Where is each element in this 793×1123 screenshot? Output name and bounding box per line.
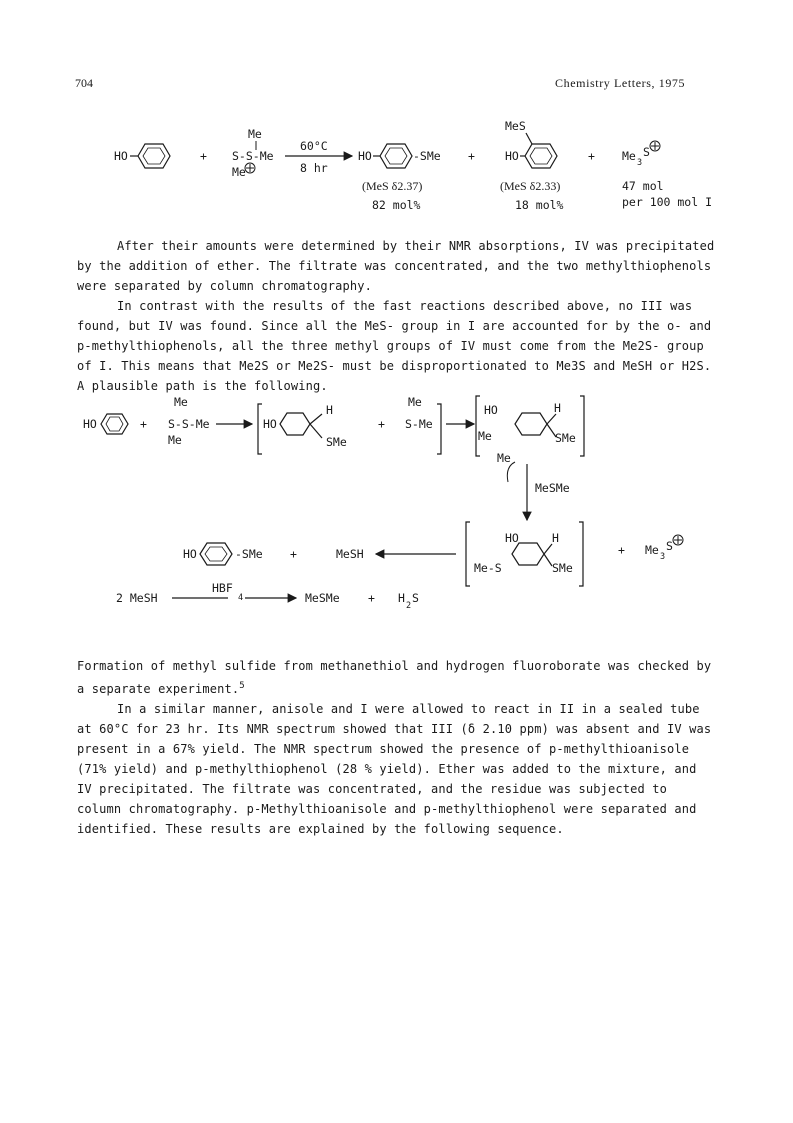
hydrogen-sulfide-subscript: 2 (406, 601, 412, 611)
intermediate2-sme: SMe (555, 431, 576, 445)
product3-amount: 47 mol (622, 179, 664, 193)
methylsulfide: S-Me (405, 417, 433, 431)
methylsulfide-me: Me (408, 395, 422, 409)
catalyst-subscript: 4 (238, 593, 244, 603)
plus-sign: + (290, 547, 297, 561)
plus-sign: + (200, 149, 207, 163)
sulfonium-core: S-S-Me (168, 417, 210, 431)
intermediate-h: H (326, 403, 333, 417)
cyclohexadienyl-ring-icon (280, 413, 322, 438)
benzene-ring-icon (520, 144, 557, 168)
product3-me: Me (622, 149, 636, 163)
benzene-ring-icon (200, 543, 232, 565)
product1-yield: 82 mol% (372, 198, 421, 212)
product1-sme: -SMe (413, 149, 441, 163)
plus-sign: + (468, 149, 475, 163)
intermediate2-ho: HO (484, 403, 498, 417)
trimethylsulfonium-s: S (666, 539, 673, 553)
cyclohexadienyl-ring-icon (515, 413, 556, 437)
product3-note: per 100 mol I (622, 195, 713, 209)
sulfonium-me-top: Me (174, 395, 188, 409)
product-ho: HO (183, 547, 197, 561)
reaction-time: 8 hr (300, 161, 328, 175)
trimethylsulfonium-subscript: 3 (660, 552, 666, 562)
methanethiol-reactant: 2 MeSH (116, 591, 158, 605)
intermediate3-ho: HO (505, 531, 519, 545)
paragraph-1: After their amounts were determined by their NMR absorptions, IV was precipitated by the addition of ether. The filtrate was concentrated, and the two methylthiophenols were separated by column chromatography. (77, 239, 715, 293)
hydrogen-sulfide-s: S (412, 591, 419, 605)
sulfonium-me-bottom: Me (168, 433, 182, 447)
product2-mes: MeS (505, 119, 526, 133)
sulfonium-me-bottom: Me (232, 165, 246, 179)
body-text-block-2 (77, 656, 717, 839)
product-sme: -SMe (235, 547, 263, 561)
reaction-temperature: 60°C (300, 139, 328, 153)
curly-arrow-icon (507, 462, 515, 482)
body-text-block-1 (77, 236, 717, 396)
methanethiol: MeSH (336, 547, 364, 561)
product2-nmr: (MeS δ2.33) (500, 179, 561, 193)
intermediate3-sme: SMe (552, 561, 573, 575)
product3-s: S (643, 145, 650, 159)
intermediate-sme: SMe (326, 435, 347, 449)
product1-nmr: (MeS δ2.37) (362, 179, 423, 193)
intermediate-ho: HO (263, 417, 277, 431)
plus-sign: + (368, 591, 375, 605)
plus-sign: + (618, 543, 625, 557)
trimethylsulfonium-me: Me (645, 543, 659, 557)
benzene-ring-icon (373, 144, 412, 168)
benzene-ring-icon (101, 414, 128, 434)
reference-5: 5 (239, 681, 245, 691)
product2-yield: 18 mol% (515, 198, 564, 212)
sulfonium-me-top: Me (248, 127, 262, 141)
plus-sign: + (378, 417, 385, 431)
page-number: 704 (75, 76, 93, 90)
paragraph-3-text: Formation of methyl sulfide from methanethiol and hydrogen fluoroborate was checked by a separate experiment. (77, 659, 712, 696)
paragraph-3 (77, 656, 717, 699)
product1-ho: HO (358, 149, 372, 163)
journal-running-head: Chemistry Letters, 1975 (555, 76, 686, 90)
plus-sign: + (588, 149, 595, 163)
intermediate2-h: H (554, 401, 561, 415)
product2-ho: HO (505, 149, 519, 163)
hydrogen-sulfide-h: H (398, 591, 405, 605)
dimethylsulfide-product: MeSMe (305, 591, 340, 605)
paragraph-2: In contrast with the results of the fast reactions described above, no III was found, but IV was found. Since all the MeS- group in I are accounted for by the o- and p-methylthiophenols, all the three methyl groups of IV must come from the Me2S- group of I. This means that Me2S or Me2S- must be disproportionated to Me3S and MeSH or H2S. A plausible path is the following. (77, 299, 712, 393)
intermediate2-mes: Me (478, 429, 492, 443)
dimethylsulfide: MeSMe (535, 481, 570, 495)
phenol-label: HO (114, 149, 128, 163)
plus-sign: + (140, 417, 147, 431)
benzene-ring-icon (130, 144, 170, 168)
sulfonium-core: S-S-Me (232, 149, 274, 163)
intermediate2-me: Me (497, 451, 511, 465)
intermediate3-mes: Me-S (474, 561, 502, 575)
product3-subscript: 3 (637, 158, 643, 168)
intermediate3-h: H (552, 531, 559, 545)
paragraph-4: In a similar manner, anisole and I were allowed to react in II in a sealed tube at 60°C for 23 hr. Its NMR spectrum showed that III (δ 2.10 ppm) was absent and IV was present in a 67% yield. The NMR spectrum showed the presence of p-methylthioanisole (71% yield) and p-methylthiophenol (28 % yield). Ether was added to the mixture, and IV precipitated. The filtrate was concentrated, and the residue was subjected to column chromatography. p-Methylthioanisole and p-methylthiophenol were separated and identified. These results are explained by the following sequence. (77, 702, 712, 836)
phenol-label: HO (83, 417, 97, 431)
catalyst-hbf: HBF (212, 581, 233, 595)
reaction-scheme-2 (0, 392, 793, 622)
cyclohexadiene-ring-icon (512, 543, 552, 566)
